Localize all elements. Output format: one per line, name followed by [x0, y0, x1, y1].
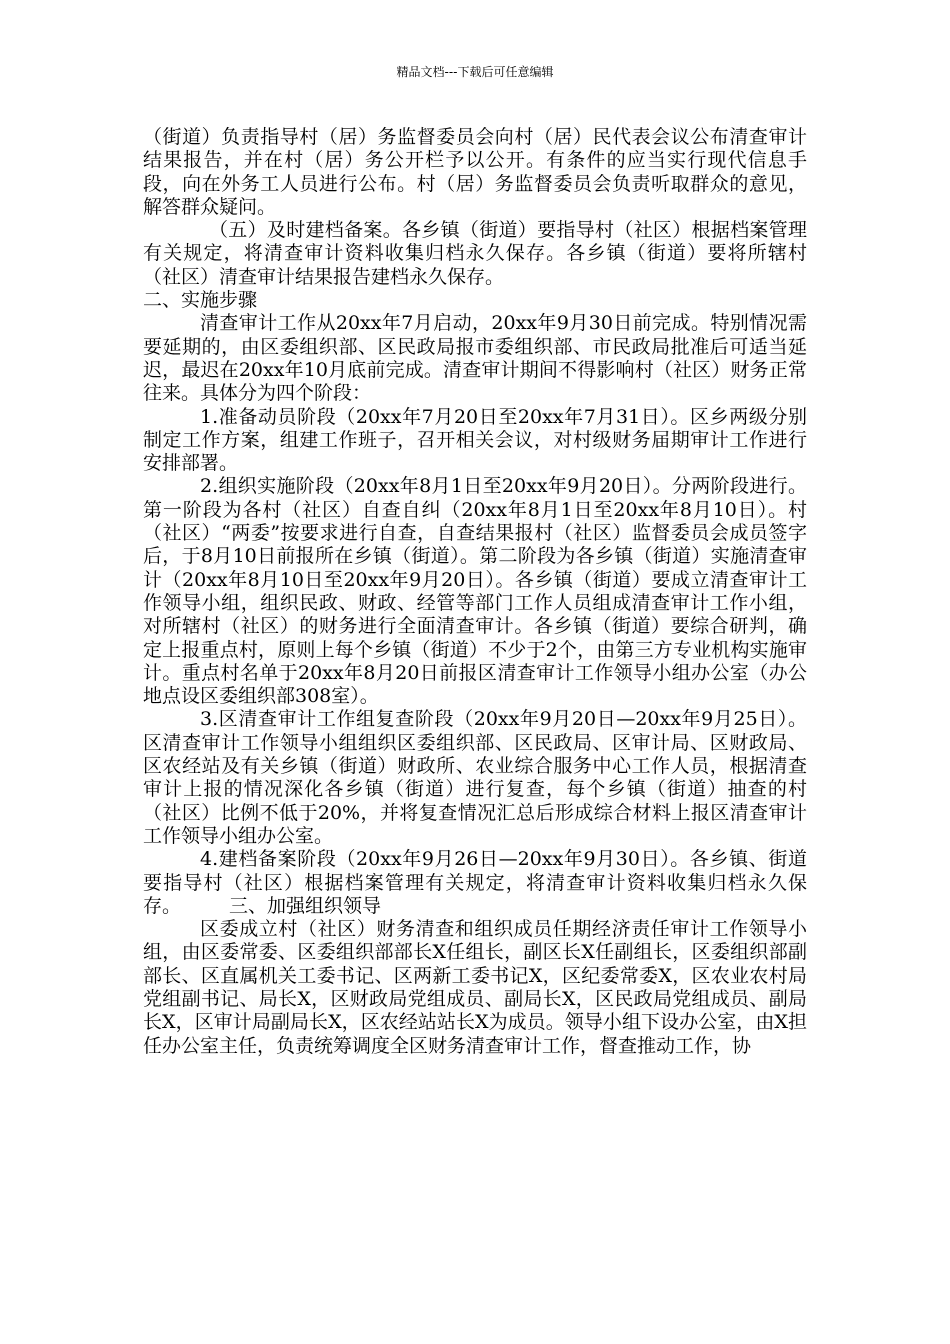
paragraph-stage-4: [143, 848, 807, 918]
stage-4-text: 4.建档备案阶段（20xx年9月26日—20xx年9月30日）。各乡镇、街道要指导村（社区）根据档案管理有关规定，将清查审计资料收集归档永久保存。: [143, 848, 807, 917]
paragraph-village-supervision: （街道）负责指导村（居）务监督委员会向村（居）民代表会议公布清查审计结果报告，并在村（居）务公开栏予以公开。有条件的应当实行现代信息手段，向在外务工人员进行公布。村（居）务监督委员会负责听取群众的意见，解答群众疑问。: [143, 126, 807, 218]
section-heading-implementation-steps: 二、实施步骤: [143, 289, 258, 312]
paragraph-audit-timeline: 清查审计工作从20xx年7月启动，20xx年9月30日前完成。特别情况需要延期的，由区委组织部、区民政局报市委组织部、市民政局批准后可适当延迟，最迟在20xx年10月底前完成。清查审计期间不得影响村（社区）财务正常往来。具体分为四个阶段：: [143, 312, 807, 405]
paragraph-stage-3: 3.区清查审计工作组复查阶段（20xx年9月20日—20xx年9月25日）。区清查审计工作领导小组组织区委组织部、区民政局、区审计局、区财政局、区农经站及有关乡镇（街道）财政所、农业综合服务中心工作人员，根据清查审计上报的情况深化各乡镇（街道）进行复查，每个乡镇（街道）抽查的村（社区）比例不低于20%，并将复查情况汇总后形成综合材料上报区清查审计工作领导小组办公室。: [143, 708, 807, 847]
page-header: 精品文档---下载后可任意编辑: [396, 65, 554, 79]
paragraph-stage-1: 1.准备动员阶段（20xx年7月20日至20xx年7月31日）。区乡两级分别制定工作方案，组建工作班子，召开相关会议，对村级财务届期审计工作进行安排部署。: [143, 405, 807, 475]
paragraph-leadership-group: 区委成立村（社区）财务清查和组织成员任期经济责任审计工作领导小组，由区委常委、区委组织部部长X任组长，副区长X任副组长，区委组织部副部长、区直属机关工委书记、区两新工委书记X，区纪委常委X，区农业农村局党组副书记、局长X，区财政局党组成员、副局长X，区民政局党组成员、副局长X，区审计局副局长X，区农经站站长X为成员。领导小组下设办公室，由X担任办公室主任，负责统筹调度全区财务清查审计工作，督查推动工作，协: [143, 918, 807, 1057]
document-body: [143, 126, 807, 1058]
section-heading-organization: 三、加强组织领导: [229, 894, 382, 917]
paragraph-archiving: （五）及时建档备案。各乡镇（街道）要指导村（社区）根据档案管理有关规定，将清查审计资料收集归档永久保存。各乡镇（街道）要将所辖村（社区）清查审计结果报告建档永久保存。: [143, 219, 807, 288]
paragraph-stage-2: 2.组织实施阶段（20xx年8月1日至20xx年9月20日）。分两阶段进行。第一阶段为各村（社区）自查自纠（20xx年8月1日至20xx年8月10日）。村（社区）“两委”按要求进行自查，自查结果报村（社区）监督委员会成员签字后，于8月10日前报所在乡镇（街道）。第二阶段为各乡镇（街道）实施清查审计（20xx年8月10日至20xx年9月20日）。各乡镇（街道）要成立清查审计工作领导小组，组织民政、财政、经管等部门工作人员组成清查审计工作小组，对所辖村（社区）的财务进行全面清查审计。各乡镇（街道）要综合研判，确定上报重点村，原则上每个乡镇（街道）不少于2个，由第三方专业机构实施审计。重点村名单于20xx年8月20日前报区清查审计工作领导小组办公室（办公地点设区委组织部308室）。: [143, 475, 807, 708]
